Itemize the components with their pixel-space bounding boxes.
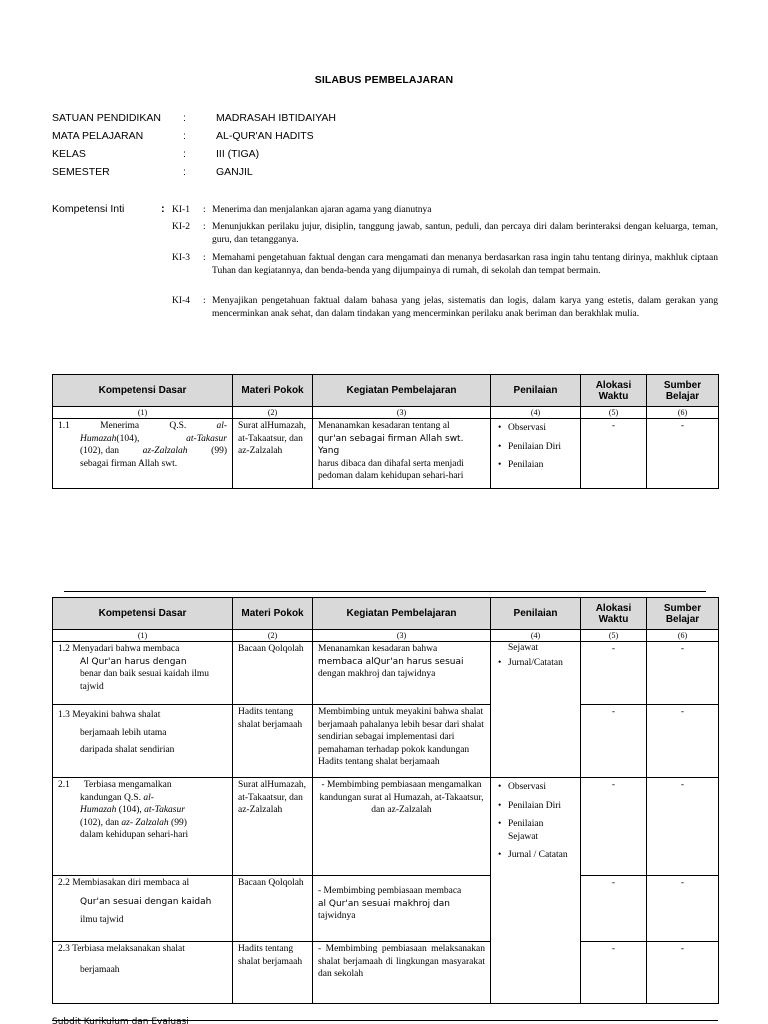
col-number: (1): [53, 407, 233, 419]
kd-text: 1.3 Meyakini bahwa shalat: [58, 710, 161, 720]
kegiatan-text: tajwidnya: [318, 911, 356, 921]
kd-cell: [53, 642, 233, 705]
alokasi-cell: -: [581, 778, 647, 876]
sumber-cell: -: [647, 642, 719, 705]
materi-cell: Hadits tentang shalat berjamaah: [233, 942, 313, 1004]
ki-colon: :: [203, 205, 206, 215]
header-kegiatan: Kegiatan Pembelajaran: [313, 375, 491, 407]
penilaian-list: [496, 781, 575, 862]
header-sumber: Sumber Belajar: [647, 375, 719, 407]
col-number: (6): [647, 407, 719, 419]
kd-text: Qur'an sesuai dengan kaidah: [80, 896, 212, 907]
list-item: • Observasi: [498, 781, 575, 794]
col-number: (6): [647, 630, 719, 642]
col-number: (1): [53, 630, 233, 642]
kd-text: at-Takasur: [144, 805, 185, 815]
penilaian-cell: [491, 419, 581, 489]
col-number: (2): [233, 630, 313, 642]
kegiatan-text: - Membimbing pembiasaan membaca: [318, 886, 462, 896]
column-number-row: [53, 630, 719, 642]
list-item: • Observasi: [498, 422, 575, 435]
alokasi-cell: -: [581, 942, 647, 1004]
ki-item-4: [172, 295, 718, 320]
penilaian-text: Sejawat: [508, 643, 539, 653]
materi-cell: Bacaan Qolqolah: [233, 642, 313, 705]
ki-item-2: [172, 221, 718, 246]
page-separator: [64, 591, 706, 592]
list-item: • Penilaian Diri: [498, 800, 575, 813]
penilaian-cell: [491, 778, 581, 1004]
kd-text: Humazah: [80, 433, 117, 444]
header-kompetensi-dasar: Kompetensi Dasar: [53, 598, 233, 630]
kd-text: kandungan Q.S.: [80, 792, 141, 803]
col-number: (4): [491, 407, 581, 419]
col-number: (4): [491, 630, 581, 642]
ki-code: KI-2: [172, 222, 190, 232]
penilaian-cell: [491, 642, 581, 778]
kd-text: 2.2 Membiasakan diri membaca al: [58, 878, 190, 888]
kd-number: 1.1: [58, 421, 70, 431]
kd-text: sebagai firman Allah swt.: [80, 458, 178, 469]
kd-number: 2.1: [58, 780, 70, 790]
kd-text: Al Qur'an harus dengan: [80, 656, 187, 667]
kegiatan-cell: - Membimbing pembiasaan melaksanakan shalat berjamaah di lingkungan masyarakat dan sekolah: [313, 942, 491, 1004]
kd-text: az- Zalzalah: [121, 817, 169, 828]
kd-text: Humazah: [80, 805, 117, 815]
sumber-cell: -: [647, 419, 719, 489]
ki-code: KI-3: [172, 253, 190, 263]
sumber-cell: -: [647, 876, 719, 942]
kegiatan-text: membaca alQur'an harus sesuai: [318, 656, 464, 667]
table-row: [53, 642, 719, 705]
kd-text: 1.2 Menyadari bahwa membaca: [58, 644, 180, 654]
ki-text: Menerima dan menjalankan ajaran agama yang dianutnya: [212, 205, 432, 215]
list-item: • Penilaian: [498, 459, 575, 472]
ki-item-3: [172, 252, 718, 277]
alokasi-cell: -: [581, 419, 647, 489]
table-row: [53, 876, 719, 942]
kd-text: (99): [171, 817, 187, 828]
list-item: • Penilaian Sejawat: [498, 818, 575, 843]
ki-colon: :: [203, 222, 206, 232]
alokasi-cell: -: [581, 705, 647, 778]
col-number: (5): [581, 407, 647, 419]
kd-text: al-: [216, 421, 227, 431]
kd-cell: [53, 942, 233, 1004]
kd-text: (104),: [118, 805, 142, 815]
col-number: (2): [233, 407, 313, 419]
table-header-row: [53, 375, 719, 407]
sumber-cell: -: [647, 705, 719, 778]
ki-colon: :: [203, 253, 206, 263]
kegiatan-text: al Qur'an sesuai makhroj dan: [318, 898, 450, 909]
header-kompetensi-dasar: Kompetensi Dasar: [53, 375, 233, 407]
ki-code: KI-1: [172, 205, 190, 215]
header-alokasi: Alokasi Waktu: [581, 375, 647, 407]
kegiatan-cell: [313, 642, 491, 705]
list-item: • Penilaian Diri: [498, 441, 575, 454]
info-label: KELAS: [52, 148, 86, 160]
kd-text: daripada shalat sendirian: [80, 745, 175, 755]
kegiatan-text: qur'an sebagai firman Allah swt. Yang: [318, 433, 464, 456]
header-sumber: Sumber Belajar: [647, 598, 719, 630]
alokasi-cell: -: [581, 876, 647, 942]
header-penilaian: Penilaian: [491, 598, 581, 630]
page-title: SILABUS PEMBELAJARAN: [314, 74, 454, 86]
header-kegiatan: Kegiatan Pembelajaran: [313, 598, 491, 630]
table-row: [53, 778, 719, 876]
kd-text: Menerima: [100, 421, 140, 431]
kd-cell: [53, 705, 233, 778]
kd-text: ilmu tajwid: [80, 915, 124, 925]
silabus-table-2: [52, 597, 719, 1004]
info-value: MADRASAH IBTIDAIYAH: [216, 112, 336, 124]
kd-text: (99): [211, 446, 227, 456]
materi-cell: Hadits tentang shalat berjamaah: [233, 705, 313, 778]
info-label: SEMESTER: [52, 166, 110, 178]
header-alokasi: Alokasi Waktu: [581, 598, 647, 630]
kegiatan-cell: Membimbing untuk meyakini bahwa shalat berjamaah pahalanya lebih besar dari shalat sendirian sebagai implementasi dari pemahaman terhadap pokok kandungan Hadits tentang shalat berjamaah: [313, 705, 491, 778]
info-value: III (TIGA): [216, 148, 260, 160]
kd-text: az-Zalzalah: [142, 446, 188, 456]
table-row: [53, 705, 719, 778]
kd-text: Terbiasa mengamalkan: [83, 780, 172, 790]
kegiatan-cell: - Membimbing pembiasaan mengamalkan kandungan surat al Humazah, at-Takaatsur, dan az-Zalzalah: [313, 778, 491, 876]
sumber-cell: -: [647, 942, 719, 1004]
header-materi-pokok: Materi Pokok: [233, 375, 313, 407]
kd-text: 2.3 Terbiasa melaksanakan shalat: [58, 944, 185, 954]
header-penilaian: Penilaian: [491, 375, 581, 407]
kd-cell: [53, 876, 233, 942]
info-colon: :: [183, 112, 186, 124]
materi-cell: Surat alHumazah, at-Takaatsur, dan az-Zalzalah: [233, 419, 313, 489]
ki-colon: :: [203, 296, 206, 306]
ki-text: Menunjukkan perilaku jujur, disiplin, tanggung jawab, santun, peduli, dan percaya diri dalam berinteraksi dengan keluarga, teman, guru, dan tetangganya.: [212, 222, 718, 245]
kd-cell: [53, 419, 233, 489]
info-value: GANJIL: [216, 166, 253, 178]
kegiatan-text: harus dibaca dan dihafal serta menjadi pedoman dalam kehidupan sehari-hari: [318, 458, 464, 481]
kegiatan-text: Menanamkan kesadaran bahwa: [318, 644, 438, 654]
info-value: AL-QUR'AN HADITS: [216, 130, 314, 142]
kd-cell: [53, 778, 233, 876]
info-colon: :: [183, 148, 186, 160]
kd-text: (102), dan: [80, 817, 120, 828]
col-number: (3): [313, 630, 491, 642]
header-materi-pokok: Materi Pokok: [233, 598, 313, 630]
kd-text: berjamaah lebih utama: [80, 727, 167, 738]
kegiatan-text: dengan makhroj dan tajwidnya: [318, 669, 436, 679]
kegiatan-cell: [313, 419, 491, 489]
penilaian-list: [496, 657, 575, 670]
table-row: [53, 942, 719, 1004]
ki-item-1: [172, 204, 718, 217]
alokasi-cell: -: [581, 642, 647, 705]
ki-code: KI-4: [172, 296, 190, 306]
penilaian-list: [496, 422, 575, 472]
materi-cell: Bacaan Qolqolah: [233, 876, 313, 942]
info-colon: :: [183, 166, 186, 178]
kd-text: (102), dan: [80, 446, 120, 456]
col-number: (5): [581, 630, 647, 642]
table-header-row: [53, 598, 719, 630]
info-label: MATA PELAJARAN: [52, 130, 144, 142]
kegiatan-cell: [313, 876, 491, 942]
table-row: [53, 419, 719, 489]
kd-text: (104),: [116, 433, 140, 444]
kd-text: Q.S.: [169, 421, 187, 431]
kd-text: at-Takasur: [186, 433, 227, 444]
silabus-table-1: [52, 374, 719, 489]
info-label: SATUAN PENDIDIKAN: [52, 112, 161, 124]
kompetensi-inti-colon: :: [161, 203, 165, 215]
ki-text: Memahami pengetahuan faktual dengan cara mengamati dan menanya berdasarkan rasa ingin tahu tentang dirinya, makhluk ciptaan Tuhan dan kegiatannya, dan benda-benda yang dijumpainya di rumah, di sekolah dan tempat bermain.: [212, 253, 718, 276]
info-colon: :: [183, 130, 186, 142]
kd-text: benar dan baik sesuai kaidah ilmu tajwid: [80, 669, 210, 692]
kd-text: berjamaah: [80, 964, 120, 975]
kd-text: dalam kehidupan sehari-hari: [80, 830, 189, 840]
sumber-cell: -: [647, 778, 719, 876]
col-number: (3): [313, 407, 491, 419]
kd-text: al-: [143, 792, 154, 803]
kegiatan-text: Menanamkan kesadaran tentang al: [318, 421, 450, 431]
footer-text: Subdit Kurikulum dan Evaluasi: [52, 1017, 189, 1024]
column-number-row: [53, 407, 719, 419]
list-item: • Jurnal / Catatan: [498, 849, 575, 862]
kompetensi-inti-label: Kompetensi Inti: [52, 203, 125, 215]
list-item: • Jurnal/Catatan: [498, 657, 575, 670]
ki-text: Menyajikan pengetahuan faktual dalam bahasa yang jelas, sistematis dan logis, dalam karya yang estetis, dalam gerakan yang mencerminkan anak sehat, dan dalam tindakan yang mencerminkan perilaku anak beriman dan berakhlak mulia.: [212, 296, 718, 319]
materi-cell: Surat alHumazah, at-Takaatsur, dan az-Zalzalah: [233, 778, 313, 876]
